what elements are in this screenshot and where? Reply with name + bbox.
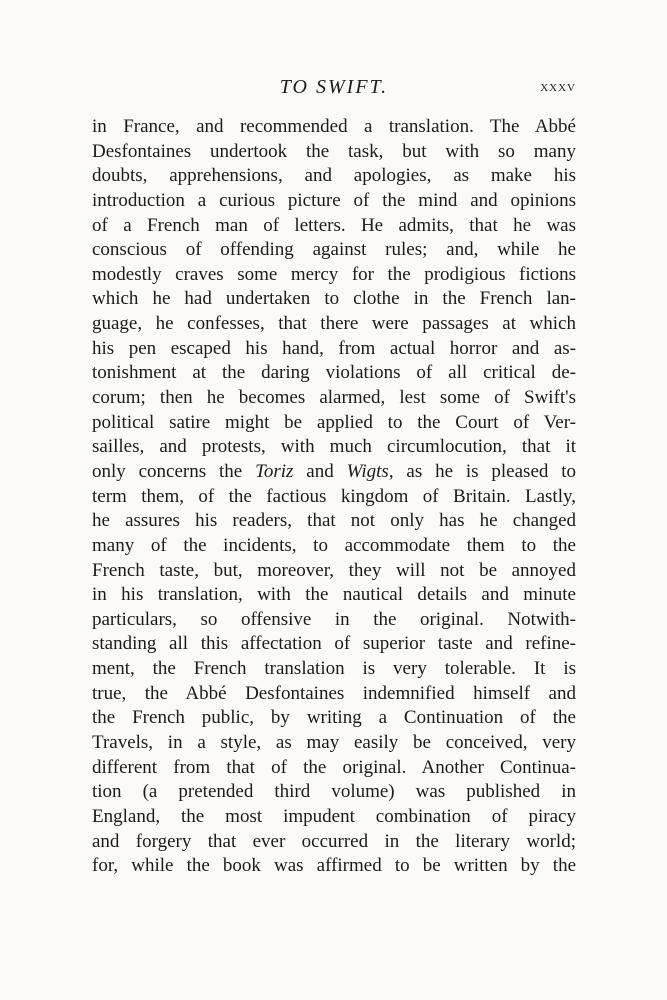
- text-line: only concerns the Toriz and Wigts, as he is pleased to: [92, 460, 577, 482]
- text-line: Travels, in a style, as may easily be conceived, very: [92, 732, 576, 754]
- text-line: Desfontaines undertook the task, but with so many: [92, 140, 576, 162]
- running-head: [92, 76, 576, 104]
- text-line: particulars, so offensive in the original. Notwith-: [92, 608, 576, 630]
- text-line: he assures his readers, that not only has he changed: [92, 510, 576, 532]
- text-line: different from that of the original. Another Continua-: [92, 756, 576, 778]
- text-line: modestly craves some mercy for the prodigious fictions: [92, 263, 576, 285]
- text-line: for, while the book was affirmed to be written by the: [92, 855, 576, 877]
- text-line: corum; then he becomes alarmed, lest some of Swift's: [92, 387, 576, 409]
- body-text: [92, 115, 576, 879]
- text-line: and forgery that ever occurred in the literary world;: [92, 830, 576, 852]
- text-line: term them, of the factious kingdom of Britain. Lastly,: [92, 485, 576, 507]
- text-line: French taste, but, moreover, they will not be annoyed: [92, 559, 576, 581]
- text-line: tonishment at the daring violations of all critical de-: [92, 362, 576, 384]
- text-line: standing all this affectation of superior taste and refine-: [92, 633, 576, 655]
- text-line: guage, he confesses, that there were passages at which: [92, 313, 576, 335]
- text-line: England, the most impudent combination of piracy: [92, 805, 576, 827]
- text-line: in France, and recommended a translation. The Abbé: [92, 116, 576, 137]
- text-line: the French public, by writing a Continuation of the: [92, 707, 576, 729]
- text-line: tion (a pretended third volume) was published in: [92, 781, 576, 803]
- text-line: of a French man of letters. He admits, that he was: [92, 214, 576, 236]
- text-line: doubts, apprehensions, and apologies, as make his: [92, 165, 576, 187]
- text-line: his pen escaped his hand, from actual horror and as-: [92, 337, 576, 359]
- page-number: xxxv: [540, 79, 576, 95]
- text-line: many of the incidents, to accommodate them to the: [92, 534, 576, 556]
- text-line: true, the Abbé Desfontaines indemnified himself and: [92, 682, 576, 704]
- text-line: in his translation, with the nautical details and minute: [92, 584, 576, 606]
- text-line: introduction a curious picture of the mind and opinions: [92, 189, 576, 211]
- text-line: conscious of offending against rules; and, while he: [92, 239, 576, 261]
- text-line: sailles, and protests, with much circumlocution, that it: [92, 436, 576, 458]
- text-line: which he had undertaken to clothe in the French lan-: [92, 288, 576, 310]
- text-line: ment, the French translation is very tolerable. It is: [92, 658, 576, 680]
- text-line: political satire might be applied to the Court of Ver-: [92, 411, 576, 433]
- running-title: TO SWIFT.: [279, 76, 389, 98]
